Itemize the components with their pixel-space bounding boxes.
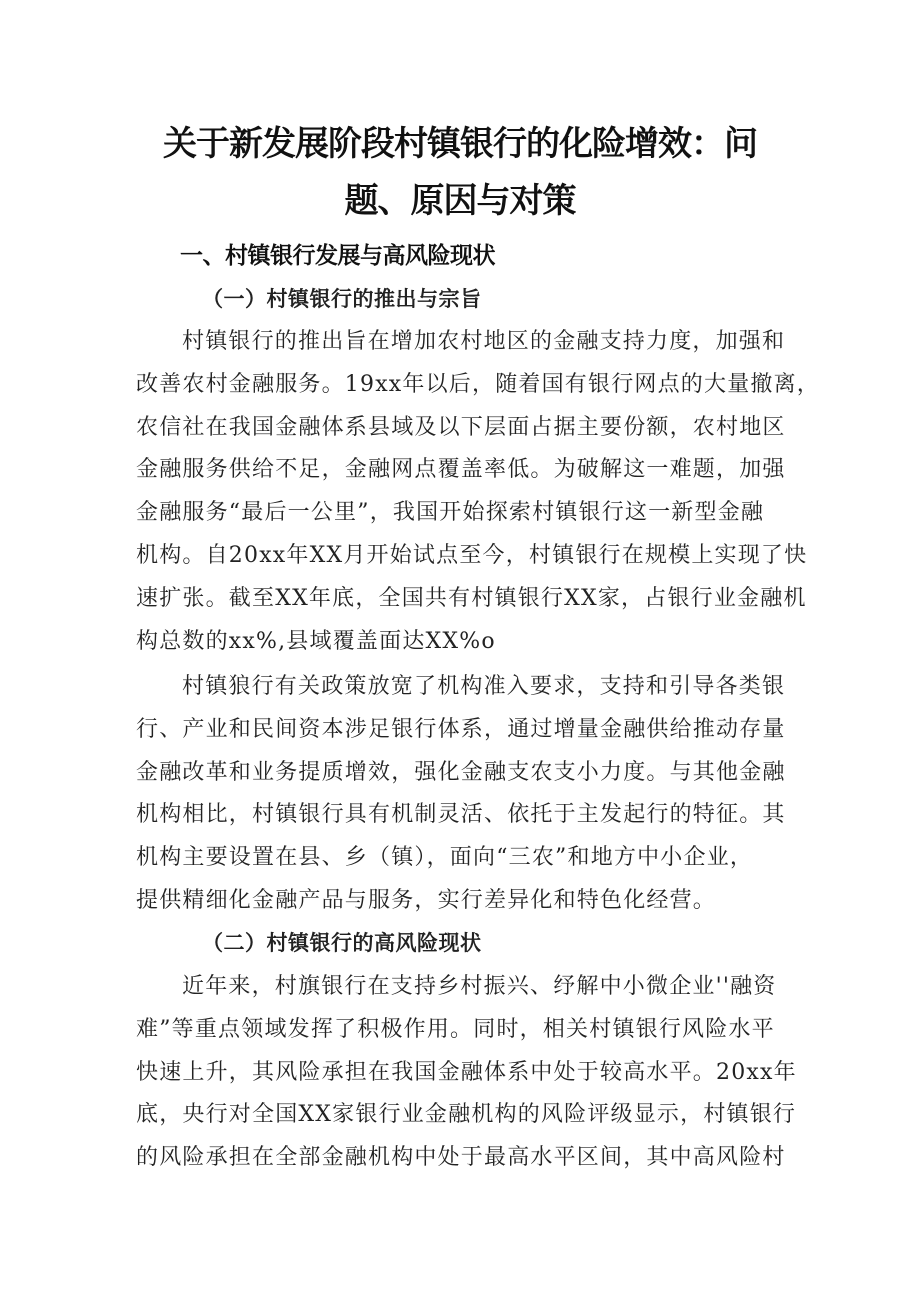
paragraph-line: 底，央行对全国XX家银行业金融机构的风险评级显示，村镇银行 — [136, 1102, 797, 1128]
paragraph-line: 村镇银行的推出旨在增加农村地区的金融支持力度，加强和 — [182, 329, 786, 354]
document-title-line1: 关于新发展阶段村镇银行的化险增效：问 — [163, 124, 757, 164]
paragraph-line: 机构。自20xx年XX月开始试点至今，村镇银行在规模上实现了快 — [136, 542, 808, 568]
document-title-line2: 题、原因与对策 — [344, 181, 576, 221]
paragraph-line: 村镇狼行有关政策放宽了机构准入要求，支持和引导各类银 — [182, 674, 786, 699]
paragraph-line: 行、产业和民间资本涉足银行体系，通过增量金融供给推动存量 — [136, 716, 786, 742]
paragraph-line: 速扩张。截至XX年底，全国共有村镇银行XX家，占银行业金融机 — [136, 585, 807, 611]
paragraph-line: 金融服务供给不足，金融网点覆盖率低。为破解这一难题，加强 — [136, 457, 786, 483]
paragraph-3 — [136, 966, 797, 1180]
subsection2-heading: （二）村镇银行的高风险现状 — [202, 930, 482, 955]
subsection1-heading: （一）村镇银行的推出与宗旨 — [202, 286, 482, 311]
paragraph-line: 机构主要设置在县、乡（镇），面向“三农”和地方中小企业， — [136, 845, 754, 871]
paragraph-line: 金融服务“最后一公里”，我国开始探索村镇银行这一新型金融 — [136, 500, 765, 526]
paragraph-1 — [136, 321, 821, 663]
paragraph-line: 的风险承担在全部金融机构中处于最高水平区间，其中高风险村 — [136, 1145, 786, 1171]
paragraph-line: 近年来，村旗银行在支持乡村振兴、纾解中小微企业''融资 — [182, 974, 777, 999]
paragraph-line: 难”等重点领域发挥了积极作用。同时，相关村镇银行风险水平 — [136, 1016, 775, 1042]
paragraph-line: 快速上升，其风险承担在我国金融体系中处于较高水平。20xx年 — [136, 1059, 797, 1085]
paragraph-2 — [136, 666, 788, 923]
paragraph-line: 机构相比，村镇银行具有机制灵活、依托于主发起行的特征。其 — [136, 802, 786, 828]
paragraph-line: 农信社在我国金融体系县域及以下层面占据主要份额，农村地区 — [136, 414, 786, 440]
paragraph-line: 改善农村金融服务。19xx年以后，随着国有银行网点的大量撤离， — [136, 371, 821, 397]
paragraph-line: 提供精细化金融产品与服务，实行差异化和特色化经营。 — [136, 887, 717, 913]
paragraph-line: 金融改革和业务提质增效，强化金融支农支小力度。与其他金融 — [136, 759, 786, 785]
paragraph-line: 构总数的xx%,县域覆盖面达XX%o — [136, 628, 496, 654]
section1-heading: 一、村镇银行发展与高风险现状 — [180, 243, 495, 269]
